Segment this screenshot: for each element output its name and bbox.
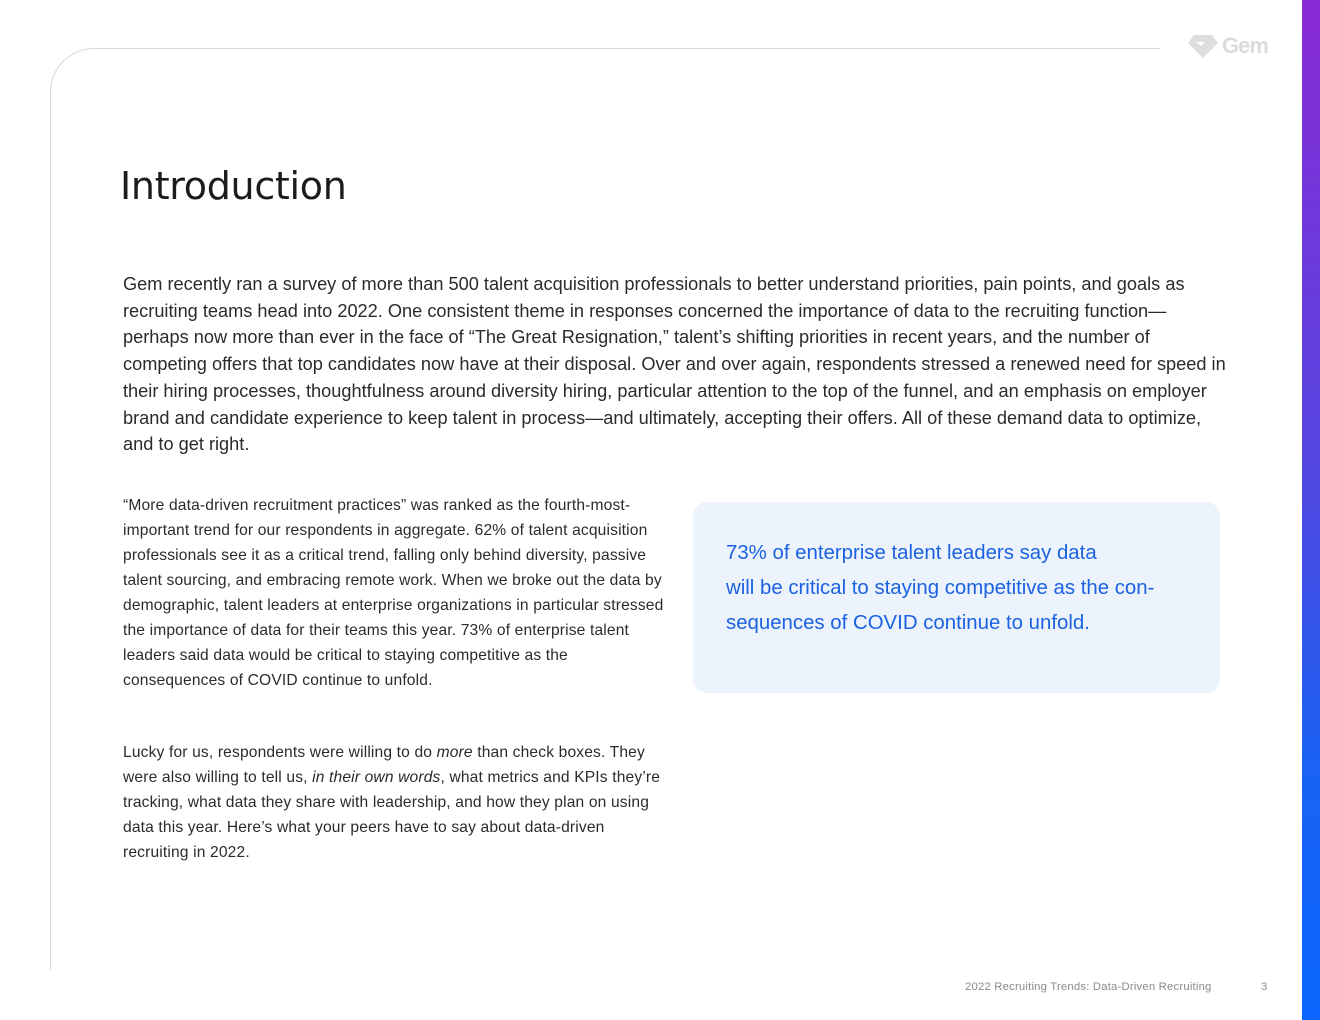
paragraph-text: Lucky for us, respondents were willing to do bbox=[123, 744, 437, 761]
callout-line-2: will be critical to staying competitive as the con- bbox=[726, 577, 1155, 599]
intro-paragraph: Gem recently ran a survey of more than 500 talent acquisition professionals to better understand priorities, pain points, and goals as recruiting teams head into 2022. One consistent theme in responses concerned the importance of data to the recruiting function—perhaps now more than ever in the face of “The Great Resignation,” talent’s shifting priorities in recent years, and the number of competing offers that top candidates now have at their disposal. Over and over again, respondents stressed a renewed need for speed in their hiring processes, thoughtfulness around diversity hiring, particular attention to the top of the funnel, and an emphasis on employer brand and candidate experience to keep talent in process—and ultimately, accepting their offers. All of these demand data to optimize, and to get right. bbox=[123, 274, 1226, 455]
page-title: Introduction bbox=[120, 164, 347, 208]
stat-callout-box bbox=[693, 502, 1220, 693]
gem-logo bbox=[1187, 32, 1268, 60]
body-paragraph-peer-words bbox=[123, 740, 668, 865]
emphasis-more: more bbox=[436, 744, 473, 761]
paragraph-text: , what metrics and KPIs they’re tracking, what data they share with leadership, and how they plan on using data this year. Here’s what your peers have to say about data-driven recruiting in 2022. bbox=[123, 769, 661, 861]
brand-gradient-bar bbox=[1302, 0, 1320, 1020]
callout-line-1: 73% of enterprise talent leaders say data bbox=[726, 542, 1097, 564]
stat-callout-text bbox=[726, 536, 1190, 641]
gem-logo-text: Gem bbox=[1222, 33, 1268, 58]
footer-page-number: 3 bbox=[1261, 981, 1268, 993]
footer-report-title: 2022 Recruiting Trends: Data-Driven Recruiting bbox=[965, 981, 1212, 993]
body-paragraph-data-trends: “More data-driven recruitment practices” was ranked as the fourth-most-important trend for our respondents in aggregate. 62% of talent acquisition professionals see it as a critical trend, falling only behind diversity, passive talent sourcing, and embracing remote work. When we broke out the data by demographic, talent leaders at enterprise organizations in particular stressed the importance of data for their teams this year. 73% of enterprise talent leaders said data would be critical to staying competitive as the consequences of COVID continue to unfold. bbox=[123, 497, 664, 689]
gem-diamond-icon bbox=[1187, 32, 1219, 60]
emphasis-own-words: in their own words bbox=[312, 769, 441, 786]
callout-line-3: sequences of COVID continue to unfold. bbox=[726, 612, 1090, 634]
paragraph-text: than check boxes. They were also willing to tell us, bbox=[123, 744, 645, 786]
